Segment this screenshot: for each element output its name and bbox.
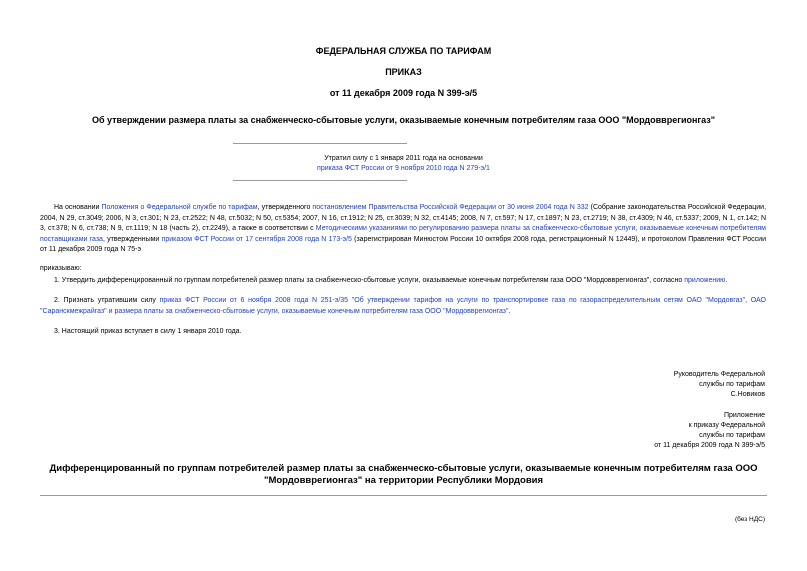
item-3: 3. Настоящий приказ вступает в силу 1 января 2010 года. <box>54 328 242 335</box>
link-fst-order-251[interactable]: приказ ФСТ России от 6 ноября 2008 года N 251-э/35 "Об утверждении тарифов на услуги по транспортировке газа по газораспределительным сетям ОАО "Мордовгаз", ОАО "Саранскмежрайгаз" и размера платы за снабженческо-сбытовые услуги, оказываемые конечным потребителям газа ООО "Мордовврегионгаз" <box>40 297 766 315</box>
link-appendix[interactable]: приложению <box>684 277 726 284</box>
signature-block: Руководитель Федеральной службы по тарифам С.Новиков <box>673 371 765 398</box>
appendix-title-line1: Дифференцированный по группам потребителей размер платы за снабженческо-сбытовые услуги, оказываемые конечным потребителям газа ООО <box>49 463 758 474</box>
preamble-paragraph: На основании Положения о Федеральной службе по тарифам, утвержденного постановлением Правительства Российской Федерации от 30 июня 2004 года N 332 (Собрание законодательства Российской Федерации, 2004, N 29, ст.3049; 2006, N 3, ст.301; N 23, ст.2522; N 48, ст.5032; N 50, ст.5354; 2007, N 16, ст.1912; N 25, ст.3039; N 32, ст.4145; 2008, N 7, ст.597; N 17, ст.1897; N 23, ст.2719; N 38, ст.4309; N 46, ст.5337; 2009, N 1, ст.142; N 3, ст.378; N 6, ст.738; N 9, ст.1119; N 18 (часть 2), ст.2249), а также в соответствии с Методическими указаниями по регулированию размера платы за снабженческо-сбытовые услуги, оказываемые конечным потребителям поставщиками газа, утвержденными приказом ФСТ России от 17 сентября 2008 года N 173-э/5 (зарегистрирован Минюстом России 10 октября 2008 года, регистрационный N 12449), и протоколом Правления ФСТ России от 11 декабря 2009 года N 75-э <box>40 204 767 253</box>
link-methodical-guidelines[interactable]: Методическими указаниями по регулированию размера платы за снабженческо-сбытовые услуги, оказываемые конечным потребителям поставщиками газа <box>40 225 766 243</box>
doc-type-heading: ПРИКАЗ <box>385 67 422 77</box>
appendix-divider <box>40 495 767 496</box>
appendix-title-line2: "Мордовврегионгаз" на территории Республики Мордовия <box>263 475 544 486</box>
status-line: Утратил силу с 1 января 2011 года на основании <box>324 155 483 162</box>
vat-note: (без НДС) <box>734 516 765 523</box>
link-government-decree[interactable]: постановлением Правительства Российской Федерации от 30 июня 2004 года N 332 <box>312 204 589 211</box>
item-1: 1. Утвердить дифференцированный по группам потребителей размер платы за снабженческо-сбытовые услуги, оказываемые конечным потребителям газа ООО "Мордовврегионгаз", согласно приложению. <box>54 277 728 284</box>
link-fst-order-173[interactable]: приказом ФСТ России от 17 сентября 2008 года N 173-э/5 <box>161 235 352 243</box>
status-link[interactable]: приказа ФСТ России от 9 ноября 2010 года N 279-э/1 <box>317 165 490 172</box>
doc-title: Об утверждении размера платы за снабженческо-сбытовые услуги, оказываемые конечным потребителям газа ООО "Мордовврегионгаз" <box>91 115 716 125</box>
item-2: 2. Признать утратившим силу приказ ФСТ России от 6 ноября 2008 года N 251-э/35 "Об утверждении тарифов на услуги по транспортировке газа по газораспределительным сетям ОАО "Мордовгаз", ОАО "Саранскмежрайгаз" и размера платы за снабженческо-сбытовые услуги, оказываемые конечным потребителям газа ООО "Мордовврегионгаз". <box>40 297 766 315</box>
appendix-block: Приложение к приказу Федеральной службы по тарифам от 11 декабря 2009 года N 399-э/5 <box>654 412 765 449</box>
doc-date-number: от 11 декабря 2009 года N 399-э/5 <box>329 88 478 98</box>
divider-top <box>233 143 407 144</box>
link-regulation-fst[interactable]: Положения о Федеральной службе по тарифам <box>101 204 258 211</box>
divider-bottom <box>233 180 407 181</box>
agency-heading: ФЕДЕРАЛЬНАЯ СЛУЖБА ПО ТАРИФАМ <box>315 46 492 56</box>
orders-word: приказываю: <box>40 265 82 272</box>
